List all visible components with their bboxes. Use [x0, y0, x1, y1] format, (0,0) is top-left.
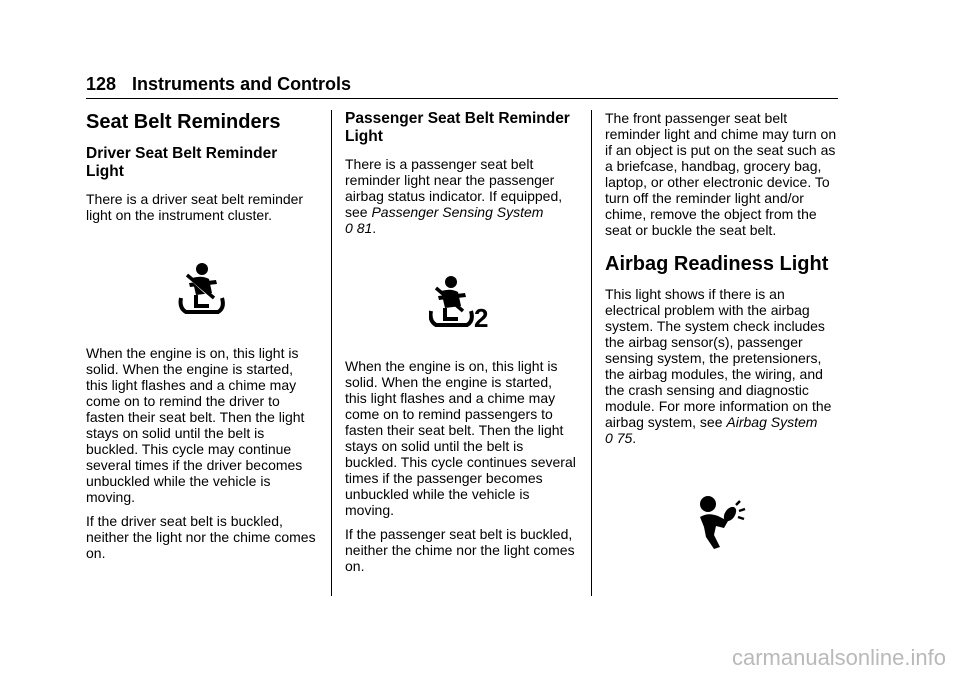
airbag-readiness-heading: Airbag Readiness Light: [605, 253, 829, 275]
passenger-sensing-link[interactable]: Passenger Sensing System: [371, 204, 544, 220]
passenger-icon-number: 2: [474, 303, 489, 331]
column-3: [605, 110, 841, 572]
driver-reminder-buckled: If the driver seat belt is buckled, neither the light nor the chime comes on.: [86, 513, 316, 561]
passenger-reminder-body: When the engine is on, this light is solid. When the engine is started, this light flashes and a chime may come on to remind passengers to fasten their seat belt. Then the light stays on solid until the belt is buckled. This cycle continues several times if the passenger becomes unbuckled while the vehicle is moving.: [345, 358, 576, 518]
passenger-sensing-page[interactable]: 81: [356, 220, 373, 236]
page-number: 128: [86, 74, 117, 94]
column-1: [86, 110, 318, 569]
column-2: [345, 110, 577, 582]
airbag-icon: [605, 472, 841, 572]
passenger-reminder-buckled: If the passenger seat belt is buckled, neither the chime nor the light comes on.: [345, 526, 575, 574]
page-ref-symbol-2: 0: [605, 430, 613, 446]
driver-reminder-heading: Driver Seat Belt Reminder Light: [86, 145, 278, 180]
page-ref-symbol: 0: [345, 220, 353, 236]
seat-belt-reminders-heading: Seat Belt Reminders: [86, 111, 281, 133]
passenger-object-note: The front passenger seat belt reminder light and chime may turn on if an object is put on the seat such as a briefcase, handbag, grocery bag, laptop, or other electronic device. To turn off the reminder light and/or chime, remove the object from the seat or buckle the seat belt.: [605, 110, 837, 238]
airbag-system-link[interactable]: Airbag System: [726, 414, 818, 430]
driver-reminder-intro: There is a driver seat belt reminder light on the instrument cluster.: [86, 191, 304, 223]
airbag-system-page[interactable]: 75: [616, 430, 633, 446]
driver-seatbelt-icon: [86, 245, 318, 333]
watermark: carmanualsonline.info: [731, 645, 946, 670]
passenger-reminder-intro: There is a passenger seat belt reminder light near the passenger airbag status indicator. If equipped, see Passenger Sensing System 0 81.: [345, 156, 563, 236]
section-title: Instruments and Controls: [132, 74, 352, 94]
passenger-seatbelt-icon: [345, 258, 577, 348]
airbag-readiness-body: This light shows if there is an electrical problem with the airbag system. The system check includes the airbag sensor(s), passenger sensing system, the pretensioners, the airbag modules, the wiring, and the crash sensing and diagnostic module. For more information on the airbag system, see Airbag System 0 75.: [605, 286, 832, 446]
driver-reminder-body: When the engine is on, this light is solid. When the engine is started, this light flashes and a chime may come on to remind the driver to fasten their seat belt. Then the light stays on solid until the belt is buckled. This cycle may continue several times if the driver becomes unbuckled while the vehicle is moving.: [86, 345, 305, 505]
page-header: [86, 74, 351, 94]
header-rule: [86, 98, 838, 99]
column-divider-2: [591, 110, 592, 596]
passenger-reminder-heading: Passenger Seat Belt Reminder Light: [345, 110, 570, 145]
column-divider-1: [331, 110, 332, 596]
